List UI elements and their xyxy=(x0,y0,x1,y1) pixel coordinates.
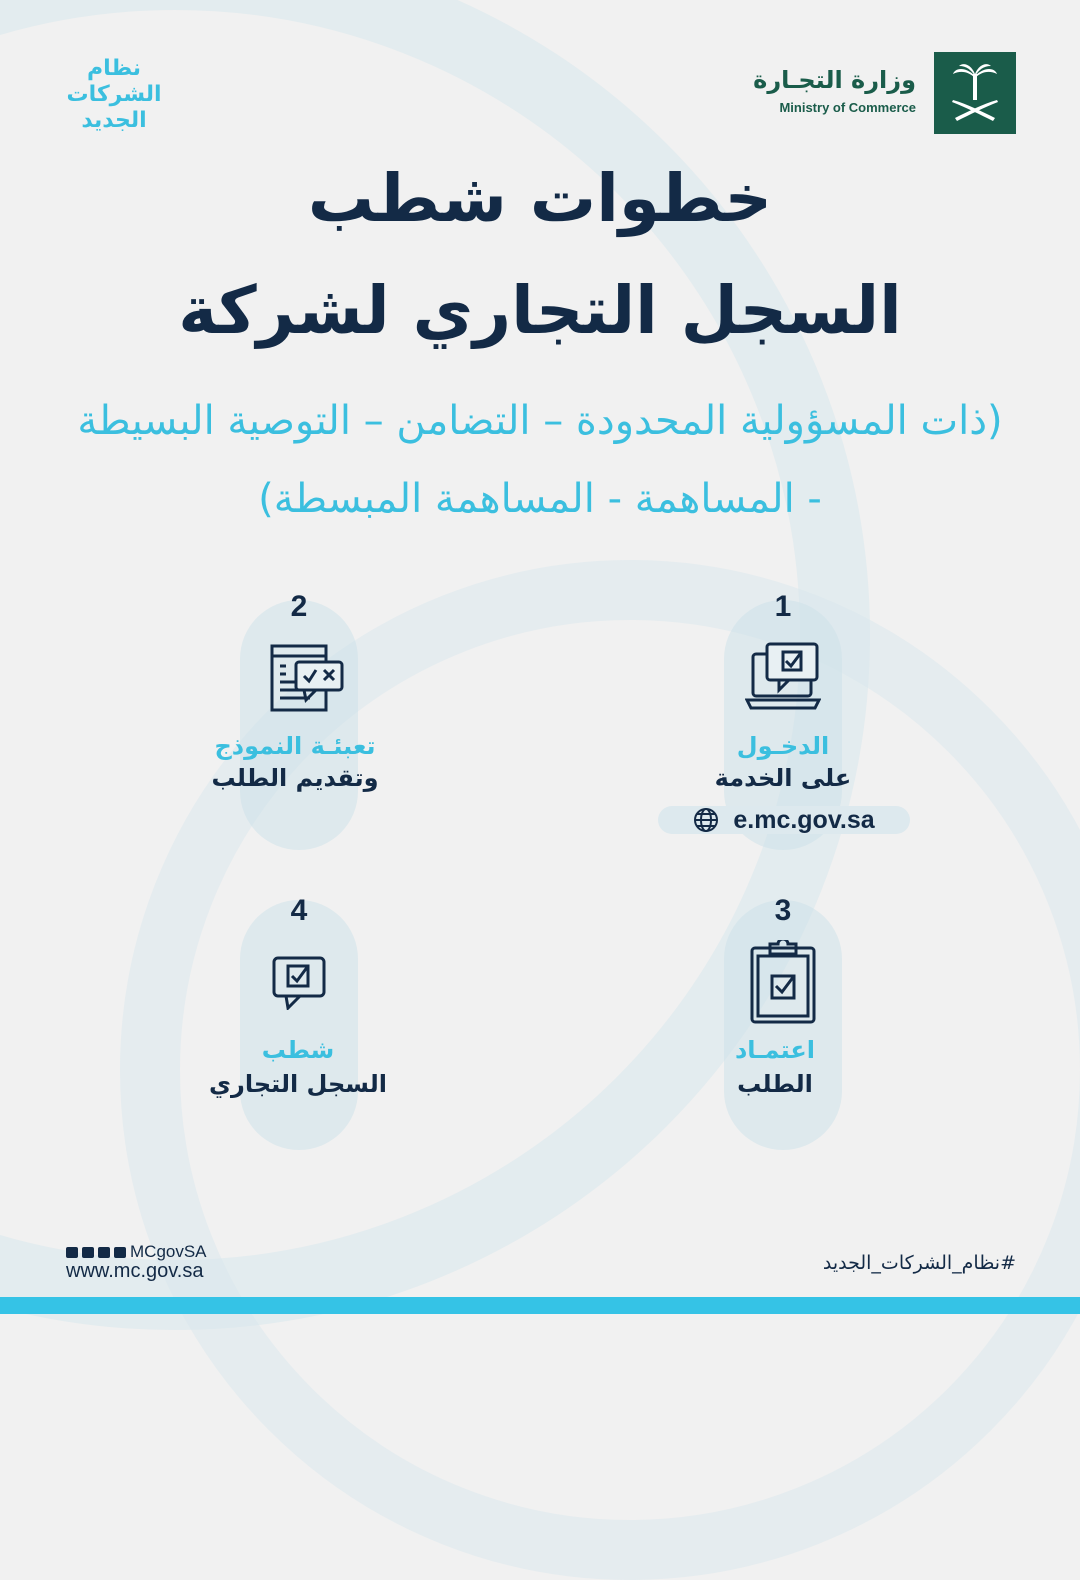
step-title: اعتمـاد xyxy=(734,1036,816,1064)
service-url-link[interactable] xyxy=(658,806,910,834)
ministry-name-arabic: وزارة التجـارة xyxy=(753,66,916,94)
instagram-icon[interactable] xyxy=(98,1247,110,1258)
laptop-check-icon xyxy=(745,642,821,720)
new-companies-law-logo xyxy=(64,56,164,134)
twitter-icon[interactable] xyxy=(66,1247,78,1258)
form-check-icon xyxy=(270,644,346,718)
step-description: الطلب xyxy=(737,1070,813,1098)
social-handle: MCgovSA xyxy=(130,1242,207,1261)
ministry-emblem-logo xyxy=(934,52,1016,134)
step-description: وتقديم الطلب xyxy=(211,764,379,792)
service-url-text[interactable]: e.mc.gov.sa xyxy=(733,805,875,834)
step-number: 4 xyxy=(290,894,308,927)
step-title: الدخـول xyxy=(736,732,830,760)
clipboard-check-icon xyxy=(750,940,816,1028)
logo-line: نظام xyxy=(86,56,142,81)
step-title: تعبئـة النموذج xyxy=(214,732,376,760)
globe-icon xyxy=(693,807,719,833)
step-number: 2 xyxy=(290,590,308,623)
step-description: السجل التجاري xyxy=(209,1070,387,1098)
step-card-background xyxy=(240,600,358,850)
facebook-icon[interactable] xyxy=(82,1247,94,1258)
ministry-name-english: Ministry of Commerce xyxy=(779,100,916,115)
step-number: 3 xyxy=(774,894,792,927)
website-link[interactable]: www.mc.gov.sa xyxy=(66,1260,204,1282)
youtube-icon[interactable] xyxy=(114,1247,126,1258)
step-number: 1 xyxy=(774,590,792,623)
page-title-line1: خطوات شطب xyxy=(307,160,773,237)
palm-swords-icon xyxy=(945,60,1005,126)
company-types-line2: - المساهمة - المساهمة المبسطة) xyxy=(258,476,822,522)
company-types-line1: (ذات المسؤولية المحدودة – التضامن – التوصية البسيطة xyxy=(77,398,1003,444)
bottom-accent-bar xyxy=(0,1297,1080,1314)
page-title-line2: السجل التجاري لشركة xyxy=(178,272,902,349)
hashtag-text: #نظام_الشركات_الجديد xyxy=(822,1252,1016,1274)
chat-check-icon xyxy=(272,956,328,1014)
logo-line: الشركات xyxy=(66,82,162,107)
step-card-background xyxy=(240,900,358,1150)
step-title: شطب xyxy=(261,1036,335,1064)
logo-line: الجديد xyxy=(81,108,147,133)
step-description: على الخدمة xyxy=(714,764,852,792)
social-links xyxy=(66,1242,207,1262)
